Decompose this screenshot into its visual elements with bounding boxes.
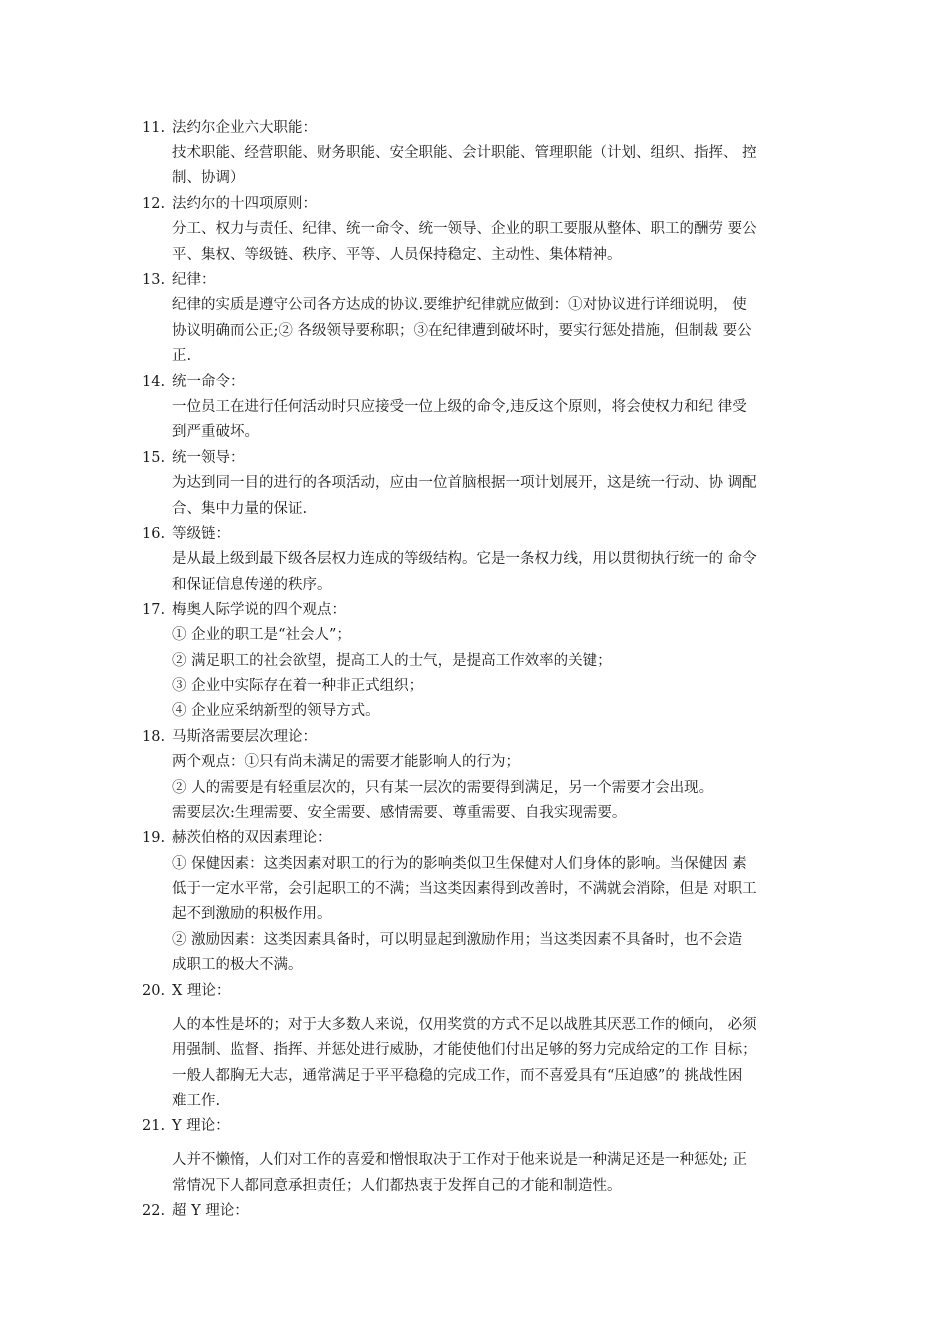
item-number: 13. <box>142 272 166 288</box>
text-line: 制、协调） <box>172 170 245 186</box>
text-line: 人并不懒惰，人们对工作的喜爱和憎恨取决于工作对于他来说是一种满足还是一种惩处; 正 <box>172 1152 747 1168</box>
text-line: ② 人的需要是有轻重层次的，只有某一层次的需要得到满足，另一个需要才会出现。 <box>172 780 714 796</box>
item-number: 11. <box>142 120 166 136</box>
text-line: 平、集权、等级链、秩序、平等、人员保持稳定、主动性、集体精神。 <box>172 247 622 263</box>
text-line: ② 激励因素：这类因素具备时，可以明显起到激励作用；当这类因素不具备时，也不会造 <box>172 932 743 948</box>
text-line: 起不到激励的积极作用。 <box>172 906 332 922</box>
text-line: 为达到同一目的进行的各项活动，应由一位首脑根据一项计划展开，这是统一行动、协 调配 <box>172 475 757 491</box>
text-line: ① 保健因素：这类因素对职工的行为的影响类似卫生保健对人们身体的影响。当保健因 素 <box>172 856 747 872</box>
text-line: 人的本性是坏的；对于大多数人来说，仅用奖赏的方式不足以战胜其厌恶工作的倾向， 必须 <box>172 1017 757 1033</box>
text-line: 到严重破坏。 <box>172 424 259 440</box>
item-heading: 法约尔企业六大职能： <box>172 120 317 136</box>
list-line: ④ 企业应采纳新型的领导方式。 <box>172 703 380 719</box>
item-heading: 等级链： <box>172 526 230 542</box>
item-number: 20. <box>142 983 166 999</box>
item-number: 14. <box>142 374 166 390</box>
text-line: 技术职能、经营职能、财务职能、安全职能、会计职能、管理职能（计划、组织、指挥、 控 <box>172 145 757 161</box>
text-line: 成职工的极大不满。 <box>172 957 303 973</box>
text-line: 需要层次:生理需要、安全需要、感情需要、尊重需要、自我实现需要。 <box>172 805 627 821</box>
item-heading: 梅奥人际学说的四个观点： <box>172 602 346 618</box>
text-line: 合、集中力量的保证. <box>172 501 308 517</box>
text-line: 低于一定水平常，会引起职工的不满；当这类因素得到改善时，不满就会消除，但是 对职工 <box>172 881 757 897</box>
item-number: 15. <box>142 450 166 466</box>
item-number: 17. <box>142 602 166 618</box>
item-number: 12. <box>142 196 166 212</box>
item-heading: 法约尔的十四项原则： <box>172 196 317 212</box>
list-line: ③ 企业中实际存在着一种非正式组织； <box>172 678 424 694</box>
text-line: 纪律的实质是遵守公司各方达成的协议.要维护纪律就应做到：①对协议进行详细说明， 使 <box>172 297 747 313</box>
item-heading: 马斯洛需要层次理论： <box>172 729 317 745</box>
text-line: 协议明确而公正;② 各级领导要称职；③在纪律遭到破坏时，要实行惩处措施，但制裁 要公 <box>172 323 752 339</box>
item-heading: 纪律： <box>172 272 216 288</box>
text-line: 常情况下人都同意承担责任；人们都热衷于发挥自己的才能和制造性。 <box>172 1178 622 1194</box>
item-heading: X 理论： <box>172 983 231 999</box>
text-line: 分工、权力与责任、纪律、统一命令、统一领导、企业的职工要服从整体、职工的酬劳 要公 <box>172 221 757 237</box>
item-number: 18. <box>142 729 166 745</box>
item-number: 16. <box>142 526 166 542</box>
list-line: ② 满足职工的社会欲望，提高工人的士气，是提高工作效率的关键； <box>172 653 612 669</box>
item-heading: 统一领导： <box>172 450 245 466</box>
item-heading: 超 Y 理论： <box>172 1203 249 1219</box>
text-line: 两个观点：①只有尚未满足的需要才能影响人的行为； <box>172 754 520 770</box>
text-line: 和保证信息传递的秩序。 <box>172 577 332 593</box>
text-line: 一位员工在进行任何活动时只应接受一位上级的命令,违反这个原则，将会使权力和纪 律受 <box>172 399 747 415</box>
item-number: 22. <box>142 1203 166 1219</box>
item-number: 19. <box>142 830 166 846</box>
text-line: 是从最上级到最下级各层权力连成的等级结构。它是一条权力线，用以贯彻执行统一的 命令 <box>172 551 757 567</box>
list-line: ① 企业的职工是“社会人”； <box>172 627 351 643</box>
text-line: 难工作. <box>172 1093 221 1109</box>
item-number: 21. <box>142 1118 166 1134</box>
text-line: 一般人都胸无大志，通常满足于平平稳稳的完成工作，而不喜爱具有“压迫感”的 挑战性困 <box>172 1068 743 1084</box>
text-line: 用强制、监督、指挥、并惩处进行威胁，才能使他们付出足够的努力完成给定的工作 目标； <box>172 1042 757 1058</box>
item-heading: 赫茨伯格的双因素理论： <box>172 830 332 846</box>
text-line: 正. <box>172 348 192 364</box>
item-heading: 统一命令： <box>172 374 245 390</box>
item-heading: Y 理论： <box>172 1118 230 1134</box>
